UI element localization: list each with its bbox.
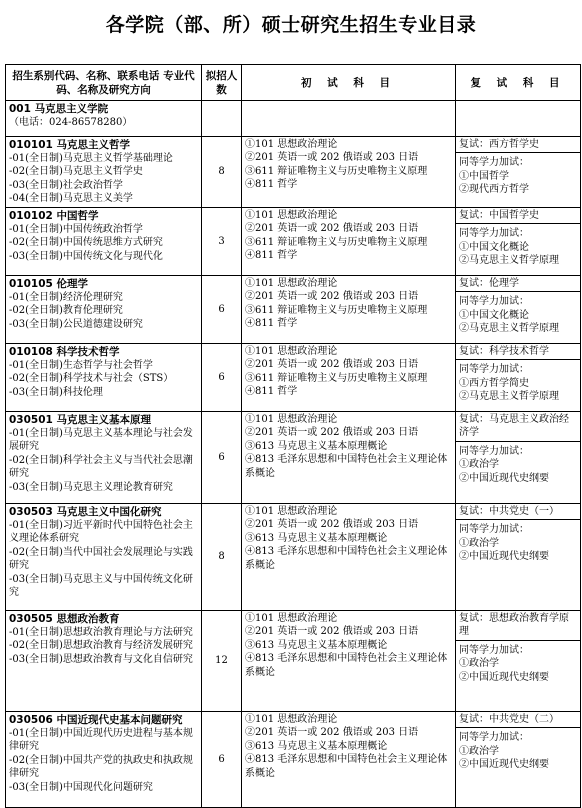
- header-quota: 拟招人数: [202, 65, 242, 101]
- major-row: [6, 208, 581, 276]
- equivalent-subject: ②马克思主义哲学原理: [459, 323, 559, 335]
- equivalent-exam: [456, 360, 580, 404]
- research-direction: -03(全日制)公民道德建设研究: [9, 318, 143, 330]
- equivalent-subject: ①中国文化概论: [459, 309, 529, 321]
- retest-cell: [456, 712, 581, 808]
- research-direction: -01(全日制)中国传统政治哲学: [9, 224, 143, 235]
- equivalent-subject: ②现代西方哲学: [459, 184, 529, 196]
- research-direction: -02(全日制)当代中国社会发展理论与实践研究: [9, 546, 193, 572]
- research-direction: -01(全日制)思想政治教育理论与方法研究: [9, 627, 193, 638]
- major-heading: 010108 科学技术哲学: [9, 346, 120, 358]
- equivalent-exam: [456, 728, 580, 772]
- prelim-subjects: [242, 412, 456, 504]
- major-heading: 030503 马克思主义中国化研究: [9, 506, 162, 518]
- retest-subject: 复试：科学技术哲学: [456, 344, 580, 360]
- research-direction: -01(全日制)马克思主义基本理论与社会发展研究: [9, 428, 193, 453]
- equivalent-exam: [456, 224, 580, 268]
- retest-subject: 复试：西方哲学史: [456, 137, 580, 153]
- retest-cell: [456, 208, 581, 276]
- research-direction: -02(全日制)科学社会主义与当代社会思潮研究: [9, 454, 193, 480]
- prelim-subject: ①101 思想政治理论: [245, 139, 338, 150]
- equivalent-subject: ②马克思主义哲学原理: [459, 391, 559, 403]
- major-cell: [6, 611, 202, 712]
- retest-cell: [456, 276, 581, 344]
- prelim-subject: ③611 辩证唯物主义与历史唯物主义原理: [245, 372, 428, 384]
- major-cell: [6, 412, 202, 504]
- major-heading: 010105 伦理学: [9, 278, 88, 290]
- prelim-subject: ①101 思想政治理论: [245, 346, 338, 357]
- major-row: [6, 611, 581, 712]
- retest-subject: 复试：伦理学: [456, 276, 580, 292]
- major-heading: 010102 中国哲学: [9, 210, 99, 222]
- quota-value: 6: [202, 412, 242, 504]
- equivalent-label: 同等学力加试：: [459, 732, 529, 744]
- major-row: [6, 276, 581, 344]
- prelim-subjects: [242, 344, 456, 412]
- major-heading: 030506 中国近现代史基本问题研究: [9, 714, 183, 726]
- prelim-subject: ③613 马克思主义基本原理概论: [245, 639, 388, 651]
- research-direction: -03(全日制)马克思主义与中国传统文化研究: [9, 573, 193, 599]
- research-direction: -01(全日制)马克思主义哲学基础理论: [9, 153, 173, 164]
- equivalent-subject: ②中国近现代史纲要: [459, 671, 549, 683]
- prelim-subject: ③613 马克思主义基本原理概论: [245, 532, 388, 544]
- major-cell: [6, 712, 202, 808]
- research-direction: -01(全日制)习近平新时代中国特色社会主义理论体系研究: [9, 520, 193, 545]
- retest-subject: 复试：中国哲学史: [456, 208, 580, 224]
- research-direction: -01(全日制)经济伦理研究: [9, 292, 123, 303]
- header-row: [6, 65, 581, 101]
- quota-value: 3: [202, 208, 242, 276]
- retest-cell: [456, 611, 581, 712]
- school-name: 001 马克思主义学院: [9, 103, 109, 115]
- research-direction: -03(全日制)马克思主义理论教育研究: [9, 481, 173, 493]
- research-direction: -04(全日制)马克思主义美学: [9, 193, 133, 205]
- major-heading: 030501 马克思主义基本原理: [9, 414, 151, 426]
- major-row: [6, 137, 581, 208]
- prelim-subject: ①101 思想政治理论: [245, 506, 338, 517]
- school-row: [6, 101, 581, 137]
- equivalent-subject: ②马克思主义哲学原理: [459, 255, 559, 267]
- research-direction: -02(全日制)思想政治教育与经济发展研究: [9, 640, 193, 652]
- prelim-subject: ②201 英语一或 202 俄语或 203 日语: [245, 152, 419, 164]
- quota-value: 12: [202, 611, 242, 712]
- quota-value: 8: [202, 504, 242, 611]
- prelim-subject: ②201 英语一或 202 俄语或 203 日语: [245, 626, 419, 638]
- prelim-subject: ②201 英语一或 202 俄语或 203 日语: [245, 359, 419, 371]
- major-row: [6, 412, 581, 504]
- prelim-subject: ①101 思想政治理论: [245, 714, 338, 725]
- equivalent-label: 同等学力加试：: [459, 524, 529, 536]
- prelim-subject: ②201 英语一或 202 俄语或 203 日语: [245, 291, 419, 303]
- major-cell: [6, 504, 202, 611]
- prelim-subject: ①101 思想政治理论: [245, 210, 338, 221]
- prelim-subject: ②201 英语一或 202 俄语或 203 日语: [245, 519, 419, 531]
- prelim-subjects: [242, 208, 456, 276]
- major-cell: [6, 276, 202, 344]
- page-title: 各学院（部、所）硕士研究生招生专业目录: [105, 14, 477, 36]
- prelim-subject: ①101 思想政治理论: [245, 414, 338, 425]
- equivalent-subject: ②中国近现代史纲要: [459, 472, 549, 484]
- research-direction: -02(全日制)科学技术与社会（STS）: [9, 373, 174, 385]
- school-cell: [6, 101, 202, 137]
- school-phone: （电话：024-86578280）: [9, 117, 133, 128]
- research-direction: -01(全日制)中国近现代历史进程与基本规律研究: [9, 728, 193, 753]
- prelim-subjects: [242, 712, 456, 808]
- header-retest: 复 试 科 目: [456, 65, 581, 101]
- prelim-subject: ④811 哲学: [245, 318, 298, 330]
- research-direction: -02(全日制)中国传统思维方式研究: [9, 237, 163, 249]
- research-direction: -03(全日制)思想政治教育与文化自信研究: [9, 653, 193, 665]
- research-direction: -03(全日制)中国现代化问题研究: [9, 781, 153, 793]
- research-direction: -02(全日制)马克思主义哲学史: [9, 166, 143, 178]
- equivalent-subject: ①中国文化概论: [459, 241, 529, 253]
- prelim-subject: ④811 哲学: [245, 386, 298, 398]
- research-direction: -01(全日制)生态哲学与社会哲学: [9, 360, 153, 371]
- prelim-subject: ③613 马克思主义基本原理概论: [245, 740, 388, 752]
- quota-value: 6: [202, 276, 242, 344]
- prelim-subjects: [242, 504, 456, 611]
- prelim-subject: ④813 毛泽东思想和中国特色社会主义理论体系概论: [245, 754, 448, 779]
- prelim-subjects: [242, 137, 456, 208]
- prelim-subject: ④813 毛泽东思想和中国特色社会主义理论体系概论: [245, 546, 448, 571]
- prelim-subject: ④813 毛泽东思想和中国特色社会主义理论体系概论: [245, 454, 448, 479]
- equivalent-subject: ①政治学: [459, 537, 499, 549]
- research-direction: -03(全日制)科技伦理: [9, 386, 103, 398]
- major-row: [6, 344, 581, 412]
- equivalent-label: 同等学力加试：: [459, 364, 529, 376]
- equivalent-exam: [456, 442, 580, 486]
- header-prelim: 初 试 科 目: [242, 65, 456, 101]
- retest-subject: 复试：思想政治教育学原理: [456, 611, 580, 641]
- equivalent-exam: [456, 520, 580, 564]
- prelim-subject: ④811 哲学: [245, 250, 298, 262]
- retest-subject: 复试：马克思主义政治经济学: [456, 412, 580, 442]
- quota-value: 6: [202, 712, 242, 808]
- prelim-subject: ①101 思想政治理论: [245, 278, 338, 289]
- equivalent-subject: ①中国哲学: [459, 170, 509, 182]
- prelim-subject: ②201 英语一或 202 俄语或 203 日语: [245, 727, 419, 739]
- prelim-subject: ②201 英语一或 202 俄语或 203 日语: [245, 427, 419, 439]
- prelim-subject: ④813 毛泽东思想和中国特色社会主义理论体系概论: [245, 653, 448, 678]
- major-heading: 030505 思想政治教育: [9, 613, 120, 625]
- quota-value: 8: [202, 137, 242, 208]
- header-code-name: 招生系别代码、名称、联系电话 专业代码、名称及研究方向: [6, 65, 202, 101]
- retest-subject: 复试：中共党史（一）: [456, 504, 580, 520]
- retest-cell: [456, 412, 581, 504]
- major-cell: [6, 208, 202, 276]
- major-row: [6, 712, 581, 808]
- prelim-subject: ③611 辩证唯物主义与历史唯物主义原理: [245, 236, 428, 248]
- retest-subject: 复试：中共党史（二）: [456, 712, 580, 728]
- equivalent-subject: ①政治学: [459, 658, 499, 670]
- retest-cell: [456, 344, 581, 412]
- research-direction: -02(全日制)教育伦理研究: [9, 305, 123, 317]
- retest-cell: [456, 137, 581, 208]
- equivalent-label: 同等学力加试：: [459, 644, 529, 656]
- prelim-subjects: [242, 276, 456, 344]
- major-row: [6, 504, 581, 611]
- prelim-subject: ④811 哲学: [245, 179, 298, 191]
- equivalent-exam: [456, 153, 580, 197]
- equivalent-label: 同等学力加试：: [459, 445, 529, 457]
- major-cell: [6, 344, 202, 412]
- equivalent-subject: ②中国近现代史纲要: [459, 551, 549, 563]
- catalog-table: [5, 64, 581, 808]
- equivalent-subject: ①政治学: [459, 459, 499, 471]
- equivalent-subject: ②中国近现代史纲要: [459, 759, 549, 771]
- research-direction: -03(全日制)社会政治哲学: [9, 179, 123, 191]
- retest-cell: [456, 504, 581, 611]
- prelim-subject: ③611 辩证唯物主义与历史唯物主义原理: [245, 165, 428, 177]
- prelim-subject: ②201 英语一或 202 俄语或 203 日语: [245, 223, 419, 235]
- prelim-subjects: [242, 611, 456, 712]
- equivalent-label: 同等学力加试：: [459, 296, 529, 308]
- major-heading: 010101 马克思主义哲学: [9, 139, 130, 151]
- prelim-subject: ③613 马克思主义基本原理概论: [245, 440, 388, 452]
- quota-value: 6: [202, 344, 242, 412]
- research-direction: -03(全日制)中国传统文化与现代化: [9, 250, 163, 262]
- prelim-subject: ③611 辩证唯物主义与历史唯物主义原理: [245, 304, 428, 316]
- equivalent-subject: ①西方哲学简史: [459, 377, 529, 389]
- prelim-subject: ①101 思想政治理论: [245, 613, 338, 624]
- equivalent-exam: [456, 292, 580, 336]
- equivalent-exam: [456, 641, 580, 685]
- equivalent-label: 同等学力加试：: [459, 228, 529, 240]
- equivalent-label: 同等学力加试：: [459, 157, 529, 169]
- major-cell: [6, 137, 202, 208]
- research-direction: -02(全日制)中国共产党的执政史和执政规律研究: [9, 754, 193, 780]
- equivalent-subject: ①政治学: [459, 745, 499, 757]
